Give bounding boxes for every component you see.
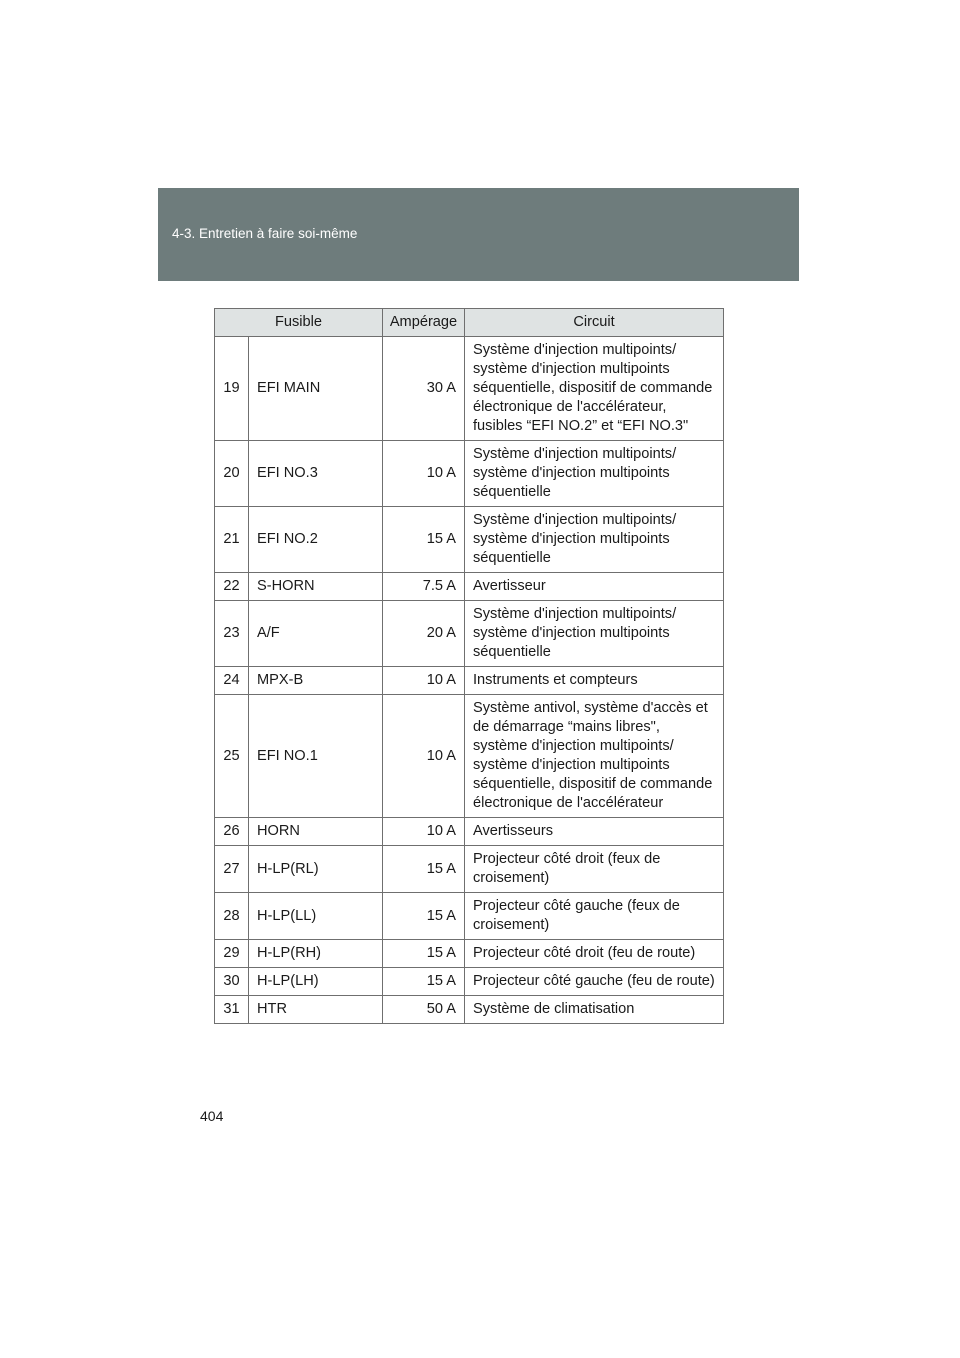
circuit-cell: Projecteur côté gauche (feux de croisement) [465,893,724,940]
fuse-name-cell: H-LP(LL) [249,893,383,940]
section-header-band [158,188,799,281]
table-row [215,968,724,996]
circuit-cell: Système de climatisation [465,996,724,1024]
fuse-name-cell: H-LP(LH) [249,968,383,996]
table-row [215,337,724,441]
table-row [215,441,724,507]
circuit-cell: Avertisseurs [465,818,724,846]
amperage-cell: 30 A [383,337,465,441]
amperage-cell: 15 A [383,507,465,573]
amperage-cell: 10 A [383,441,465,507]
circuit-cell: Instruments et compteurs [465,667,724,695]
fuse-number-cell: 23 [215,601,249,667]
fuse-number-cell: 20 [215,441,249,507]
amperage-cell: 7.5 A [383,573,465,601]
circuit-cell: Projecteur côté droit (feux de croisement) [465,846,724,893]
column-header-circuit: Circuit [465,309,724,337]
table-row [215,507,724,573]
fuse-name-cell: A/F [249,601,383,667]
amperage-cell: 15 A [383,968,465,996]
amperage-cell: 15 A [383,940,465,968]
circuit-cell: Projecteur côté gauche (feu de route) [465,968,724,996]
amperage-cell: 20 A [383,601,465,667]
page-number: 404 [200,1108,224,1124]
fuse-table-header-row [215,309,724,337]
circuit-cell: Système d'injection multipoints/ système d'injection multipoints séquentielle [465,441,724,507]
table-row [215,573,724,601]
amperage-cell: 15 A [383,846,465,893]
fuse-name-cell: EFI NO.1 [249,695,383,818]
fuse-name-cell: HTR [249,996,383,1024]
fuse-name-cell: S-HORN [249,573,383,601]
fuse-number-cell: 28 [215,893,249,940]
circuit-cell: Système d'injection multipoints/ système d'injection multipoints séquentielle [465,601,724,667]
column-header-fuse: Fusible [215,309,383,337]
section-title: 4-3. Entretien à faire soi-même [172,226,358,241]
fuse-number-cell: 24 [215,667,249,695]
fuse-number-cell: 27 [215,846,249,893]
circuit-cell: Système d'injection multipoints/ système d'injection multipoints séquentielle [465,507,724,573]
amperage-cell: 10 A [383,667,465,695]
amperage-cell: 10 A [383,818,465,846]
circuit-cell: Projecteur côté droit (feu de route) [465,940,724,968]
fuse-table [214,308,724,1024]
fuse-name-cell: EFI MAIN [249,337,383,441]
circuit-cell: Système d'injection multipoints/ système d'injection multipoints séquentielle, dispositif de commande électronique de l'accélérateur, fusibles “EFI NO.2” et “EFI NO.3" [465,337,724,441]
fuse-number-cell: 31 [215,996,249,1024]
table-row [215,667,724,695]
column-header-amperage: Ampérage [383,309,465,337]
fuse-number-cell: 29 [215,940,249,968]
fuse-number-cell: 26 [215,818,249,846]
fuse-name-cell: EFI NO.2 [249,507,383,573]
amperage-cell: 50 A [383,996,465,1024]
table-row [215,695,724,818]
table-row [215,940,724,968]
amperage-cell: 10 A [383,695,465,818]
fuse-name-cell: MPX-B [249,667,383,695]
fuse-number-cell: 22 [215,573,249,601]
fuse-name-cell: H-LP(RL) [249,846,383,893]
fuse-number-cell: 19 [215,337,249,441]
table-row [215,818,724,846]
table-row [215,846,724,893]
fuse-name-cell: EFI NO.3 [249,441,383,507]
fuse-number-cell: 21 [215,507,249,573]
circuit-cell: Avertisseur [465,573,724,601]
fuse-table-body [215,337,724,1024]
fuse-name-cell: HORN [249,818,383,846]
fuse-number-cell: 30 [215,968,249,996]
fuse-name-cell: H-LP(RH) [249,940,383,968]
table-row [215,996,724,1024]
table-row [215,601,724,667]
fuse-number-cell: 25 [215,695,249,818]
table-row [215,893,724,940]
circuit-cell: Système antivol, système d'accès et de démarrage “mains libres", système d'injection multipoints/ système d'injection multipoints séquentielle, dispositif de commande électronique de l'accélérateur [465,695,724,818]
amperage-cell: 15 A [383,893,465,940]
